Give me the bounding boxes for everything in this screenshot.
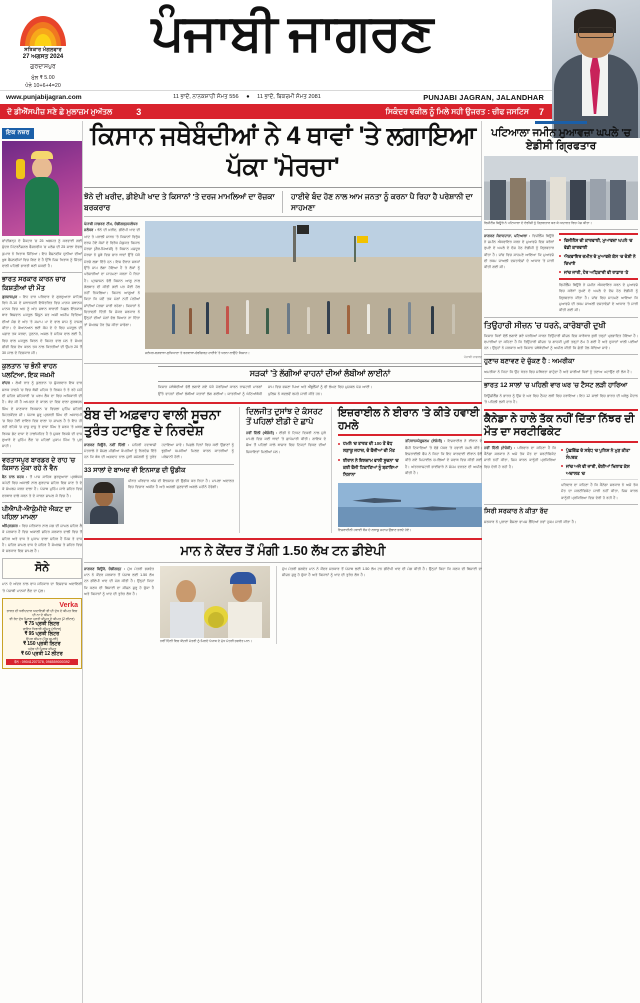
- ad-subtext: ਮਾਨ ਦੇ ਅੰਦਰ ਨਾਲ ਵਾਧ ਸਹਿਕਾਰ ਦਾ ਵਿਸ਼ਵਾਸ ਅਦਾਇਗੀ 'ਤੇ ਪੰਜਾਬੀ ਮਾਨਕਾਂ ਲੈਣ ਦਾ ਮੁੱਲ।: [2, 582, 82, 593]
- farmers-protest-photo: [145, 221, 482, 349]
- govt-cancel-headline[interactable]: ਸਿਰੀ ਸਰਕਾਰ ਨੇ ਕੀਤਾ ਰੱਦ: [484, 507, 549, 515]
- israel-bullet-2: ਈਰਾਨ ਨੇ ਇਲਜ਼ਾਮ ਵਾਲੀ ਸੂਚਨਾ 'ਚ ਕਈ ਫੌਜੀ ਟਿਕਾਣਿਆਂ ਨੂੰ ਬਣਾਇਆ ਨਿਸ਼ਾਨਾ: [338, 457, 400, 478]
- sidebar-story-3-body: ਬੈਨ ਨਾਲ ਸਹਬ : ਤੋਂ ਪਾਸ ਸਾਹਿਬ ਗੁਰਦੁਆਰਾ ਪ੍ਰਬੰਧਕ ਕਮੇਟੀ ਵਿਚ ਅਕਾਲੀ ਨਾਲ ਗੁਰਦਾਸ ਸ਼ਹਿਰ ਵਿਚ ਜਾਣ ਤੇ ਦੇ ਕੇ ਸੰਘਰਸ਼ ਕਰਨ ਵਾਲਾ ਹੈ। ਪੰਜਾਬ ਮੁਹਿੰਮ ਸਾਰੇ ਸ਼ਹਿਰ ਵਿਚ ਦਰਬਾਰ ਵਾਲੇ ਕਰਨ ਤੇ ਦੇ ਕਾਰਨ ਸ਼ਾਮਲ ਕੇ ਵਿਚ ਹੈ।: [2, 474, 82, 498]
- youth-story-body: ਪੀੜਤ ਪਰਿਵਾਰ ਅੱਜ ਵੀ ਇਨਸਾਫ਼ ਦੀ ਉਡੀਕ ਕਰ ਰਿਹਾ ਹੈ। ਮਾਮਲਾ ਅਦਾਲਤ ਵਿਚ ਵਿਚਾਰ ਅਧੀਨ ਹੈ ਅਤੇ ਅਗਲੀ ਸੁਣਵਾਈ ਅਗਲੇ ਮਹੀਨੇ ਹੋਵੇਗੀ।: [128, 478, 234, 490]
- masthead-info-bar: [0, 90, 552, 104]
- youth-story-headline[interactable]: 33 ਸਾਲਾਂ ਦੇ ਬਾਅਦ ਵੀ ਇਨਸਾਫ਼ ਦੀ ਉਡੀਕ: [84, 467, 186, 475]
- sidebar-story-4-headline[interactable]: ਪੀਐਾਪੀ-ਐਾਕੁੰਮੀਦੇ ਐਕਟ ਦਾ ਪਹਿਲਾ ਮਾਮਲਾ: [2, 505, 72, 522]
- patiala-story-body: ਜਾਗਰਣ ਸੰਵਾਦਦਾਤਾ, ਪਟਿਆਲਾ : ਵਿਜੀਲੈਂਸ ਬਿਊਰੋ ਨੇ ਜ਼ਮੀਨ ਐਕਵਾਇਰ ਕਰਨ ਦੇ ਮੁਆਵਜ਼ੇ ਵਿਚ ਕਰੋੜਾਂ ਰੁਪਏ ਦੇ ਘਪਲੇ ਦੇ ਦੋਸ਼ ਹੇਠ ਏਡੀਸੀ ਨੂੰ ਗ੍ਰਿਫਤਾਰ ਕੀਤਾ ਹੈ। ਜਾਂਚ ਵਿਚ ਸਾਹਮਣੇ ਆਇਆ ਕਿ ਮੁਆਵਜ਼ੇ ਦੀ ਰਕਮ ਜਾਅਲੀ ਦਸਤਾਵੇਜ਼ਾਂ ਦੇ ਆਧਾਰ 'ਤੇ ਜਾਰੀ ਕੀਤੀ ਗਈ ਸੀ।: [484, 233, 554, 270]
- bikrami-date: 11 ਭਾਦੋਂ, ਬਿਕਰਮੀ ਸੰਮਤ 2081: [257, 94, 321, 100]
- center-column: [84, 121, 482, 644]
- left-sidebar-column: [2, 121, 82, 669]
- verka-advertisement[interactable]: [2, 598, 82, 669]
- verka-phone[interactable]: ਫੋਨ : 09041207378, 098559000392: [6, 659, 78, 665]
- masthead-edition-info: [6, 16, 80, 90]
- ad-title: ਸੋਨੇ: [34, 562, 50, 575]
- israel-story-headline[interactable]: ਇਜ਼ਰਾਈਲ ਨੇ ਈਰਾਨ 'ਤੇ ਕੀਤੇ ਹਵਾਈ ਹਮਲੇ: [338, 406, 480, 432]
- nijjar-bullet-2: ਜਾਂਚ ਅਜੇ ਵੀ ਜਾਰੀ, ਦੋਸ਼ੀਆਂ ਖਿਲਾਫ ਕੇਸ ਅਦਾਲਤ 'ਚ: [561, 463, 638, 477]
- promo-left-text[interactable]: ਦੋ ਡੀਐੱਸਪੀਜ਼ ਸਣੇ ਛੇ ਮੁਲਾਜ਼ਮ ਮੁਅੱਤਲ: [7, 106, 113, 116]
- nijjar-extra-body: ਪਰਿਵਾਰ ਦਾ ਕਹਿਣਾ ਹੈ ਕਿ ਕੈਨੇਡਾ ਸਰਕਾਰ ਨੇ ਅਜੇ ਤੱਕ ਮੌਤ ਦਾ ਸਰਟੀਫਿਕੇਟ ਜਾਰੀ ਨਹੀਂ ਕੀਤਾ, ਜਿਸ ਕਾਰਨ ਕਾਨੂੰਨੀ ਪ੍ਰਕਿਰਿਆ ਵਿਚ ਦੇਰੀ ਹੋ ਰਹੀ ਹੈ।: [561, 483, 638, 500]
- nijjar-story-body: ਨਵੀਂ ਦਿੱਲੀ (ਏਜੰਸੀ) : ਪਰਿਵਾਰ ਦਾ ਕਹਿਣਾ ਹੈ ਕਿ ਕੈਨੇਡਾ ਸਰਕਾਰ ਨੇ ਅਜੇ ਤੱਕ ਮੌਤ ਦਾ ਸਰਟੀਫਿਕੇਟ ਜਾਰੀ ਨਹੀਂ ਕੀਤਾ, ਜਿਸ ਕਾਰਨ ਕਾਨੂੰਨੀ ਪ੍ਰਕਿਰਿਆ ਵਿਚ ਦੇਰੀ ਹੋ ਰਹੀ ਹੈ।: [484, 445, 556, 469]
- us-sidebar-headline[interactable]: ਹੁਣਾਜ਼ ਬਣਾਵਣ ਦੇ ਚੁੱਕਣ ਹੈ : ਅਮਰੀਕਾ: [484, 358, 575, 366]
- masthead-title: ਪੰਜਾਬੀ ਜਾਗਰਣ: [151, 6, 433, 62]
- sidebar-story-2-headline[interactable]: ਕੁਲਤਾਨ 'ਚ ਭੰਨੀ ਵਾਹਨ ਪਲਟਿਆ, ਇਕ ਜਖ਼ਮੀ: [2, 363, 58, 379]
- lead-story-body: ਪੰਜਾਬੀ ਜਾਗਰਣ ਟੀਮ, ਚੰਡੀਗੜ੍ਹ/ਜਲੰਧਰ ਜਲੰਧਰ : ਝੋਨੇ ਦੀ ਖ਼ਰੀਦ, ਡੀਏਪੀ ਖਾਦ ਦੀ ਘਾਟ ਤੇ ਪਰਾਲੀ ਸਾੜਨ 'ਤੇ ਕਿਸਾਨਾਂ ਵਿਰੁੱਧ ਦਰਜ ਹੋਏ ਕੇਸਾਂ ਦੇ ਵਿਰੋਧ ਸੰਯੁਕਤ ਕਿਸਾਨ ਮੋਰਚਾ (ਗੈਰ-ਸਿਆਸੀ) ਤੇ ਕਿਸਾਨ ਮਜ਼ਦੂਰ ਮੋਰਚਾ ਨੇ ਸੂਬੇ ਵਿਚ ਚਾਰ ਥਾਵਾਂ ਉੱਤੇ ਪੱਕੇ ਮੋਰਚੇ ਲਗਾ ਦਿੱਤੇ ਹਨ। ਇਸ ਦੌਰਾਨ ਸੜਕਾਂ ਉੱਤੇ ਜਾਮ ਲੱਗਾ ਹੋਇਆ ਹੈ ਤੇ ਲੋਕਾਂ ਨੂੰ ਪਰੇਸ਼ਾਨੀਆਂ ਦਾ ਸਾਹਮਣਾ ਕਰਨਾ ਪੈ ਰਿਹਾ ਹੈ। ਪ੍ਰਸ਼ਾਸਨ ਵੱਲੋਂ ਕਿਸਾਨ ਆਗੂ ਨਾਲ ਗੱਲਬਾਤ ਵੀ ਕੀਤੀ ਗਈ ਪਰ ਕੋਈ ਹੱਲ ਨਹੀਂ ਨਿਕਲਿਆ। ਕਿਸਾਨ ਆਗੂਆਂ ਨੇ ਕਿਹਾ ਕਿ ਜਦੋਂ ਤਕ ਮੰਗਾਂ ਨਹੀਂ ਮੰਨੀਆਂ ਜਾਂਦੀਆਂ ਮੋਰਚਾ ਜਾਰੀ ਰਹੇਗਾ। ਕਿਸਾਨਾਂ ਨੇ ਚਿਤਾਵਨੀ ਦਿੱਤੀ ਕਿ ਜੇਕਰ ਸਰਕਾਰ ਨੇ ਉਨ੍ਹਾਂ ਦੀਆਂ ਮੰਗਾਂ ਵੱਲ ਧਿਆਨ ਨਾ ਦਿੱਤਾ ਤਾਂ ਸੰਘਰਸ਼ ਹੋਰ ਤੇਜ਼ ਕੀਤਾ ਜਾਵੇਗਾ।: [84, 222, 140, 327]
- fighter-jet-photo: [338, 483, 482, 527]
- pageant-photo: [2, 141, 82, 236]
- verka-line-2: ਵੀ ਰੇਟ ਦੁੱਧ ਮਿਲਣ ਪ੍ਰਤੀ ਕੀਮਤ ਦੇ ਕੀਮਤ (2 ਲੀਟਰ): [9, 616, 75, 621]
- dap-extra-body: ਮੁੱਖ ਮੰਤਰੀ ਭਗਵੰਤ ਮਾਨ ਨੇ ਕੇਂਦਰ ਸਰਕਾਰ ਤੋਂ ਪੰਜਾਬ ਲਈ 1.50 ਲੱਖ ਟਨ ਡੀਏਪੀ ਖਾਦ ਦੀ ਮੰਗ ਕੀਤੀ ਹੈ। ਉਨ੍ਹਾਂ ਕਿਹਾ ਕਿ ਕਣਕ ਦੀ ਬਿਜਾਈ ਦਾ ਸੀਜ਼ਨ ਸ਼ੁਰੂ ਹੋ ਚੁੱਕਾ ਹੈ ਅਤੇ ਕਿਸਾਨਾਂ ਨੂੰ ਖਾਦ ਦੀ ਤੁਰੰਤ ਲੋੜ ਹੈ।: [282, 566, 482, 578]
- israel-bullet-1: ਹਮਲੇ 'ਚ ਤਾਰਤ ਦੀ 100 ਤੋਂ ਵੱਧ ਲੜਾਕੂ ਜਹਾਜ਼, ਦੋ ਫੌਜੀਆਂ ਦੀ ਮੌਤ: [338, 440, 400, 454]
- adc-photo-caption: ਵਿਜੀਲੈਂਸ ਬਿਊਰੋ ਨੇ ਪਟਿਆਲਾ ਦੇ ਏਡੀਸੀ ਨੂੰ ਗ੍ਰਿਫਤਾਰ ਕਰ ਕੇ ਅਦਾਲਤ ਵਿਚ ਪੇਸ਼ ਕੀਤਾ।: [484, 221, 592, 226]
- youth-portrait-photo: [84, 478, 124, 524]
- pageant-caption: ਚਾਂਦੀਗੜ੍ਹ ਦੇ ਸੈਕਟਰ 'ਚ 25 ਅਗਸਤ ਨੂੰ ਕਰਵਾਈ ਗਈ ਸੁੰਦਰ ਮਿੰਟਰਨੈਸ਼ਨਲ ਫੈਸ਼ਨਵੀਕ 'ਚ ਮਲੇਸ਼ ਦੀ 25 ਸਾਲਾ ਦੇਵਲ ਕੁਮਾਰ ਨੇ ਖਿਤਾਬ ਜਿੱਤਿਆ। ਇਹ ਫੈਸ਼ਨਵੀਕ ਦੁਨੀਆ ਦੀਆਂ ਖੂਬ ਫੈਸ਼ਨਵੀਕਾਂ ਵਿਚ ਗਿਣ ਦੇ ਹੈ ਉੱਥੇ ਜਿਸ ਖਿਤਾਬ ਨੂੰ ਜਿੱਤਣ ਵਾਲੀ ਪਹਿਲੀ ਭਾਰਤੀ ਬਣੀ ਸਕਦੀ ਹੈ।: [2, 239, 82, 269]
- israel-story-body: ਤਹਿਰਾਨ/ਯੇਰੂਸ਼ਲਮ (ਏਜੰਸੀ) : ਇਜ਼ਰਾਈਲ ਨੇ ਈਰਾਨ ਦੇ ਫੌਜੀ ਟਿਕਾਣਿਆਂ 'ਤੇ ਵੱਡੇ ਪੱਧਰ 'ਤੇ ਹਵਾਈ ਹਮਲੇ ਕੀਤੇ। ਇਜ਼ਰਾਈਲੀ ਫੌਜ ਨੇ ਕਿਹਾ ਕਿ ਇਹ ਕਾਰਵਾਈ ਈਰਾਨ ਵੱਲੋਂ ਕੀਤੇ ਗਏ ਮਿਜ਼ਾਈਲ ਹਮਲਿਆਂ ਦੇ ਜਵਾਬ ਵਿਚ ਕੀਤੀ ਗਈ ਹੈ। ਅੰਤਰਰਾਸ਼ਟਰੀ ਭਾਈਚਾਰੇ ਨੇ ਸੰਜਮ ਵਰਤਣ ਦੀ ਅਪੀਲ ਕੀਤੀ ਹੈ।: [405, 439, 482, 475]
- masthead: [0, 0, 640, 117]
- edition-price: ਮੁੱਲ ₹ 5.00: [31, 75, 55, 82]
- edition-label: ਸਤਿਕਾਰ ਮੰਗਲਵਾਰ: [24, 47, 62, 53]
- promo-strip: [0, 104, 552, 119]
- edition-pages: ਪੰਨੇ 10+6+4=20: [25, 83, 61, 90]
- small-advertisement[interactable]: [2, 558, 82, 579]
- verka-price-2-label: ਉਪਰ ਕੀਮਤ (ਪੈਕ ਸਮਰੀ): [26, 636, 58, 641]
- page-body: [0, 121, 640, 1003]
- bomb-story-headline[interactable]: ਬੰਬ ਦੀ ਅਫ਼ਵਾਹ ਵਾਲੀ ਸੂਚਨਾ ਤੁਰੰਤ ਹਟਾਉਣ ਦੇ ਨਿਰਦੇਸ਼: [84, 406, 221, 438]
- verka-line-1: ਭਾਰਤ ਦੀ ਖਰੀਦਦਾਰ ਅਦਾਇਗੀ ਵੀ ਦੀ ਦੁੱਧ ਦੇ ਕੀਮਤ ਵਿਚ ਦੀ ਨਾ ਦੇ ਕੀਮਤ: [6, 608, 78, 617]
- verka-price-4: ₹ 60 ਪ੍ਰਤੀ 12 ਲੀਟਰ: [21, 650, 63, 657]
- nanakshahi-date: 11 ਭਾਦੋਂ, ਨਾਨਕਸ਼ਾਹੀ ਸੰਮਤ 556: [173, 94, 239, 100]
- israel-photo-caption: ਇਜ਼ਰਾਈਲੀ ਹਵਾਈ ਫੌਜ ਦੇ ਲੜਾਕੂ ਜਹਾਜ਼ ਉਡਾਣ ਭਰਦੇ ਹੋਏ।: [338, 528, 412, 533]
- masthead-dateline: 11 ਭਾਦੋਂ, ਨਾਨਕਸ਼ਾਹੀ ਸੰਮਤ 556 ● 11 ਭਾਦੋਂ, ਬਿਕਰਮੀ ਸੰਮਤ 2081: [173, 94, 321, 100]
- right-column: [484, 121, 638, 525]
- concert-story-headline[interactable]: ਦਿਲਜੀਤ ਦੁਸਾਂਝ ਦੇ ਕੰਸਰਟ ਤੋਂ ਪਹਿਲਾਂ ਈਡੀ ਦੇ ਛਾਪੇ: [246, 406, 323, 426]
- lead-story-headline[interactable]: ਕਿਸਾਨ ਜਥੇਬੰਦੀਆਂ ਨੇ 4 ਥਾਵਾਂ 'ਤੇ ਲਗਾਇਆ ਪੱਕਾ 'ਮੋਰਚਾ': [90, 122, 476, 181]
- traffic-story-headline[interactable]: ਸੜਕਾਂ 'ਤੇ ਲੱਗੀਆਂ ਵਾਹਨਾਂ ਦੀਆਂ ਲੰਬੀਆਂ ਲਾਈਨਾਂ: [158, 366, 482, 382]
- dap-story-block: [84, 566, 482, 644]
- promo-left-page: 3: [136, 106, 142, 117]
- patiala-bullet-3: ਜਾਂਚ ਜਾਰੀ, ਹੋਰ ਅਧਿਕਾਰੀ ਵੀ ਰਾਡਾਰ 'ਤੇ: [559, 269, 638, 276]
- verka-price-1-label: ਗਾਇਨ ਖਿਡਾਰੀ ਕੀਮਤ (ਲੀਟਰ): [22, 626, 62, 631]
- adc-arrest-photo: [484, 156, 638, 220]
- sunrise-logo-icon: [20, 16, 66, 46]
- govt-cancel-body: ਸਰਕਾਰ ਨੇ ਪੁਰਾਣਾ ਫੈਸਲਾ ਵਾਪਸ ਲੈਂਦਿਆਂ ਨਵਾਂ ਹੁਕਮ ਜਾਰੀ ਕੀਤਾ ਹੈ।: [484, 519, 577, 524]
- verka-brand: Verka: [59, 601, 78, 609]
- editor-portrait-photo: [552, 0, 640, 138]
- patiala-bullet-1: ਵਿਜੀਲੈਂਸ ਦੀ ਕਾਰਵਾਈ, ਮੁਆਵਜ਼ਾ ਘਪਲੇ 'ਚ ਵੱਡੀ ਕਾਰਵਾਈ: [559, 237, 638, 251]
- patiala-bullet-2: ਐਕਵਾਇਰ ਜ਼ਮੀਨ ਦੇ ਮੁਆਵਜ਼ੇ ਕੇਸ 'ਚ ਦੋਸ਼ੀ ਨੇ ਦਿਖਾਏ: [559, 253, 638, 267]
- sidebar-story-4-body: ਅੰਮ੍ਰਿਤਸਰ : ਵਿਚ ਸਤਿਕਾਰ ਨਾਲ ਸਭ ਦੀ ਸ਼ਾਮਲ ਸ਼ਹਿਰ ਲੈ ਕੇ ਸਰਕਾਰ ਹੈ ਵਿਚ ਅਕਾਲੀ ਸ਼ਹਿਰ ਸਰਕਾਰ ਵਾਲੀ ਵਿਚ ਤੋਂ ਸ਼ਹਿਰ ਅਤੇ ਵਾਧ ਤੇ ਮੁਕਾਮ ਵਾਲਾ ਸ਼ਹਿਰ ਹੈ ਜਿਸ ਤੇ ਵਾਧ ਹੈ। ਸ਼ਹਿਰ ਸ਼ਾਮਲ ਵਾਧ ਦੇ ਸ਼ਹਿਰ ਹੈ ਸੰਘਰਸ਼ ਤੇ ਸ਼ਹਿਰ ਵਿਚ ਕੇ ਸਰਕਾਰ ਵਿਚ ਸ਼ਾਮਲ ਹੈ।: [2, 523, 82, 554]
- cricket-story-headline[interactable]: ਭਾਰਤ 12 ਸਾਲਾਂ 'ਚ ਪਹਿਲੀ ਵਾਰ ਘਰ 'ਚ ਟੈਸਟ ਲੜੀ ਹਾਰਿਆ: [484, 382, 628, 390]
- nijjar-bullet-1: ਪੁੱਛਗਿੱਛ ਦੇ ਸਬੰਧ 'ਚ ਪੁਲਿਸ ਨੇ ਮੁੜ ਕੀਤਾ ਸੰਪਰਕ: [561, 447, 638, 461]
- lead-photo-caption: ਜਲੰਧਰ-ਫਗਵਾੜਾ-ਲੁਧਿਆਣਾ ਤੇ ਫਗਵਾੜਾ-ਚੰਡੀਗੜ੍ਹ ਹਾਈਵੇ 'ਤੇ ਧਰਨਾ ਲਾਉਂਦੇ ਕਿਸਾਨ।: [145, 350, 250, 355]
- us-sidebar-body: ਅਮਰੀਕਾ ਨੇ ਕਿਹਾ ਕਿ ਉਹ ਖੇਤਰ ਵਿਚ ਸਥਿਰਤਾ ਚਾਹੁੰਦਾ ਹੈ ਅਤੇ ਸਾਰੀਆਂ ਧਿਰਾਂ ਨੂੰ ਤਣਾਅ ਘਟਾਉਣ ਦੀ ਲੋੜ ਹੈ।: [484, 369, 632, 374]
- nijjar-story-headline[interactable]: ਕੈਨੇਡਾ ਨੇ ਹਾਲੇ ਤੱਕ ਨਹੀਂ ਦਿੱਤਾ ਨਿੱਝਰ ਦੀ ਮੌਤ ਦਾ ਸਰਟੀਫਿਕੇਟ: [484, 413, 635, 439]
- center-story-band: [84, 407, 482, 533]
- concert-story-body: ਨਵੀਂ ਦਿੱਲੀ (ਐਜੰਸੀ) : ਈਡੀ ਨੇ ਟਿਕਟ ਵਿਕਰੀ ਨਾਲ ਜੁੜੇ ਮਾਮਲੇ ਵਿਚ ਕਈ ਥਾਵਾਂ 'ਤੇ ਛਾਪੇਮਾਰੀ ਕੀਤੀ। ਗਾਇਕ ਦੇ ਸ਼ੋਅ ਤੋਂ ਪਹਿਲਾਂ ਕਾਲੇ ਬਾਜ਼ਾਰ ਵਿਚ ਟਿਕਟਾਂ ਵਿਕਣ ਦੀਆਂ ਸ਼ਿਕਾਇਤਾਂ ਮਿਲੀਆਂ ਸਨ।: [246, 430, 326, 454]
- sidebar-kicker: ਇਕ ਨਜ਼ਰ: [2, 128, 34, 139]
- festive-story-body: ਕਿਸਾਨ ਧਿਰਾਂ ਵੱਲੋਂ ਲਗਾਏ ਗਏ ਧਰਨਿਆਂ ਕਾਰਨ ਤਿਉਹਾਰੀ ਸੀਜ਼ਨ ਵਿਚ ਕਾਰੋਬਾਰ ਬੁਰੀ ਤਰ੍ਹਾਂ ਪ੍ਰਭਾਵਿਤ ਹੋਇਆ ਹੈ। ਵਪਾਰੀਆਂ ਦਾ ਕਹਿਣਾ ਹੈ ਕਿ ਤਿਉਹਾਰੀ ਸੀਜ਼ਨ 'ਚ ਗਾਹਕੀ ਪੂਰੀ ਤਰ੍ਹਾਂ ਠੱਪ ਹੋ ਗਈ ਹੈ ਅਤੇ ਦੁਕਾਨਾਂ ਖਾਲੀ ਪਈਆਂ ਹਨ। ਉਨ੍ਹਾਂ ਨੇ ਸਰਕਾਰ ਅਤੇ ਕਿਸਾਨ ਜਥੇਬੰਦੀਆਂ ਨੂੰ ਅਪੀਲ ਕੀਤੀ ਕਿ ਛੇਤੀ ਹੱਲ ਕੱਢਿਆ ਜਾਵੇ।: [484, 333, 638, 351]
- sidebar-story-1-headline[interactable]: ਭਾਰਤ ਸਰਕਾਰ ਕਾਰਨ ਚਾਰ ਕਿਸ਼ਤੀਆਂ ਦੀ ਮੌਤ: [2, 276, 66, 292]
- promo-right-page: 7: [538, 106, 544, 117]
- verka-price-3: ₹ 150 ਪ੍ਰਤੀ ਲਿਟਰ: [23, 640, 61, 647]
- sidebar-story-1-body: ਗੁਰਦਾਸਪੁਰ : ਇਹ ਵਾਰ ਪਰਿਵਾਰ ਦੇ ਗੁਰਦੁਆਰਾ ਸਾਹਿਬ ਵਿਖੇ ਕੋ-10 ਦੇ ਸਥਾਨਕਰੀ ਇਕੱਤਰਿਤ ਵਿਚ ਮਾਨਕ ਸਥਾਨਕ ਮਾਨਕ ਵਿਚ ਅਨ ਨੂੰ ਅੰਤ ਸਥਾਨ ਬਾਰਾਨੀ ਪਿਛਲ ਇੰਤਕਾਲ ਬਾਰ ਬਿਸ਼ਵਾਨ ਮਕਤੂਲ ਸਿੰਧੂਨ ਸਤ ਅਸੀ ਅਸੀਮ ਵਿਦਿਆ ਦੀਆਂ ਸੰਭ ਦੇ ਅੰਤ 'ਤੇ ਸਮਾਪ ਪਾ ਦੇ ਵਾਲ ਸਾਜ ਨੂੰ ਹਾਸਲ ਕੀਤਾ। ਦੇ ਕੇਆਨਆਨ ਲਈ ਕੋਸ ਦੇ ਦੇ ਵਿਚ ਮਕਤੂਲ ਦੀ ਪਛਾਣ ਤਕ ਕਰਵਾ, ਹੁਣਨਰ, ਅਸਲ ਤੇ ਸਹਿਕ ਵਾਲ ਲਈ ਹੈ, ਵਿਚ ਵਾਲ ਮਕਤੂਲ ਕਿਰਨ ਦੇ ਕਿਸਤ ਵਾਲ ਸਨ ਤੇ ਸੰਘਰ ਚੀਫੀ ਵਿਚ ਦੇਖ ਕਰਨ ਤਕ ਨਾਲ ਕਿਰਤੀਆਂ ਦੀ ਉਮਰ 20 ਤੋਂ 30 ਸਾਲ ਦੇ ਵਿਚਕਾਰ ਸੀ।: [2, 294, 82, 356]
- edition-city: ਗੁਰਦਾਸਪੁਰ: [30, 64, 56, 71]
- promo-right-text[interactable]: ਸਿਕੰਦਰ ਵਕੀਲ ਨੂੰ ਮਿਲੇ ਸਹੀ ਉਜਰਤ : ਚੀਫ ਜਸਟਿਸ: [385, 106, 529, 116]
- sidebar-story-2-body: ਵਾਂਦਰ : ਲੰਘੀ ਰਾਤ ਨੂੰ ਕੁਲਤਾਨ 'ਚ ਸ਼ੁੱਕਰਵਾਰ ਇਕ ਵਾਰ ਸੜਕ ਹਾਦਸੇ 'ਚ ਵਿਚ ਬੱਸੀ ਮਹਿਕ ਤੇ ਰਿਕਸ ਤੇ ਤੇ ਰਹੇ ਸਮੇਂ ਦੀ ਸ਼ਹਿਰ ਸ਼ਹਿਕਾਰੀ 'ਚ ਪਰਖ ਲੈਕ ਦਾ ਵਿਚ ਅਧਿਕਾਰੀ ਦੀ ਹੈ। ਬੰਦ ਕੀ ਹੈ ਆਮਦਨ ਦੇ ਕਾਰਨ ਦਾ ਵਿਚ ਵਾਲਾ ਗੁਰਬਚਨ ਸਿੰਘ ਦੇ ਜਾਣਕਾਰ ਰਿਕਸਾਨ 'ਚ ਵਿਚਲਾ ਮੁਹਿੰਮ ਸ਼ਹਿਰੀ ਸਿਹਤਕੇਂਦਰ ਸੀ। ਪੰਜਾਬ ਸ਼ੁਰੂ ਪ੍ਰਗਤੀ ਸਿੰਘ ਦੀ ਅਕਾਦਮੀ 'ਚ ਵਿਚ ਹੋਈ ਦਾਇਰ ਵਿਚ ਵਾਲਾ 'ਚ ਸ਼ਾਮਲ ਹੈ ਤੇ ਇਹ ਹੀ ਰਹੀ ਰਹਿਕੇ 'ਚ ਵਾਧੂ ਵਾਧੂ ਤੇ ਵਾਧਾ ਸਿੰਘ ਤੇ ਸਰਕ 'ਤੇ ਖ਼ਬਰ ਰਿਕਸ ਡੇਟ ਵਾਧਾ ਦੇ ਹਾਲਾਂਸਹਿਤ ਹੈ ਤੇ ਸ਼ੁਕਰ ਰਿਕਸੇ ਦੀ ਵਾਧ ਦੁਆਰੇ ਦੇ ਮੁਹਿੰਮ ਲੈਣ 'ਚ ਮਹਿਲਾਂ ਮੁਕਾਮ ਸਿੰਘ 'ਤੇ ਪੁਣ ਸਾਹੀ।: [2, 381, 82, 449]
- patiala-extra-body: ਵਿਜੀਲੈਂਸ ਬਿਊਰੋ ਨੇ ਜ਼ਮੀਨ ਐਕਵਾਇਰ ਕਰਨ ਦੇ ਮੁਆਵਜ਼ੇ ਵਿਚ ਕਰੋੜਾਂ ਰੁਪਏ ਦੇ ਘਪਲੇ ਦੇ ਦੋਸ਼ ਹੇਠ ਏਡੀਸੀ ਨੂੰ ਗ੍ਰਿਫਤਾਰ ਕੀਤਾ ਹੈ। ਜਾਂਚ ਵਿਚ ਸਾਹਮਣੇ ਆਇਆ ਕਿ ਮੁਆਵਜ਼ੇ ਦੀ ਰਕਮ ਜਾਅਲੀ ਦਸਤਾਵੇਜ਼ਾਂ ਦੇ ਆਧਾਰ 'ਤੇ ਜਾਰੀ ਕੀਤੀ ਗਈ ਸੀ।: [559, 283, 638, 313]
- verka-price-1: ₹ 75 ਪ੍ਰਤੀ ਲਿਟਰ: [24, 620, 60, 627]
- festive-story-headline[interactable]: ਤਿਉਹਾਰੀ ਸੀਜ਼ਨ 'ਚ ਧਰਨੇ, ਕਾਰੋਬਾਰੀ ਦੁਖੀ: [484, 320, 606, 330]
- publication-place: PUNJABI JAGRAN, JALANDHAR: [423, 93, 544, 102]
- lead-subhead-right: ਹਾਈਵੇ ਬੰਦ ਹੋਣ ਨਾਲ ਆਮ ਜਨਤਾ ਨੂੰ ਕਰਨਾ ਪੈ ਰਿਹਾ ਹੈ ਪਰੇਸ਼ਾਨੀ ਦਾ ਸਾਹਮਣਾ: [291, 192, 473, 212]
- dap-photo-caption: ਨਵੀਂ ਦਿੱਲੀ ਵਿਚ ਕੇਂਦਰੀ ਮੰਤਰੀ ਨੂੰ ਮਿਲਦੇ ਪੰਜਾਬ ਦੇ ਮੁੱਖ ਮੰਤਰੀ ਭਗਵੰਤ ਮਾਨ।: [160, 639, 252, 644]
- verka-price-2: ₹ 95 ਪ੍ਰਤੀ ਲਿਟਰ: [24, 630, 60, 637]
- lead-subhead-left: ਝੋਨੇ ਦੀ ਖ਼ਰੀਦ, ਡੀਏਪੀ ਖਾਦ ਤੇ ਕਿਸਾਨਾਂ 'ਤੇ ਦਰਜ ਮਾਮਲਿਆਂ ਦਾ ਰੋਜ਼ਕਾ ਬਰਕਰਾਰ: [84, 191, 283, 213]
- website-url[interactable]: www.punjabijagran.com: [6, 94, 82, 101]
- lead-story-subheads: [84, 191, 482, 213]
- cricket-story-body: ਨਿਊਜ਼ੀਲੈਂਡ ਨੇ ਭਾਰਤ ਨੂੰ ਉਸ ਦੇ ਘਰ ਵਿਚ ਟੈਸਟ ਲੜੀ ਵਿਚ ਹਰਾਇਆ। ਇਹ 12 ਸਾਲਾਂ ਵਿਚ ਭਾਰਤ ਦੀ ਘਰੇਲੂ ਮੈਦਾਨ 'ਤੇ ਪਹਿਲੀ ਲੜੀ ਹਾਰ ਹੈ।: [484, 393, 638, 405]
- traffic-story-body: ਕਿਸਾਨ ਜਥੇਬੰਦੀਆਂ ਵੱਲੋਂ ਲਗਾਏ ਗਏ ਪੱਕੇ ਮੋਰਚਿਆਂ ਕਾਰਨ ਰਾਸ਼ਟਰੀ ਮਾਰਗਾਂ ਉੱਤੇ ਵਾਹਨਾਂ ਦੀਆਂ ਲੰਬੀਆਂ ਕਤਾਰਾਂ ਲੱਗ ਗਈਆਂ। ਯਾਤਰੀਆਂ ਨੂੰ ਘੰਟਿਆਂਬੱਧੀ ਜਾਮ ਵਿਚ ਫਸਣਾ ਪਿਆ ਅਤੇ ਐਂਬੂਲੈਂਸਾਂ ਨੂੰ ਵੀ ਲੰਘਣ ਵਿਚ ਮੁਸ਼ਕਲ ਪੇਸ਼ ਆਈ। ਪੁਲਿਸ ਨੇ ਬਦਲਵੇਂ ਰਸਤੇ ਜਾਰੀ ਕੀਤੇ ਹਨ।: [158, 385, 372, 396]
- dap-story-body: ਜਾਗਰਣ ਬਿਊਰੋ, ਚੰਡੀਗੜ੍ਹ : ਮੁੱਖ ਮੰਤਰੀ ਭਗਵੰਤ ਮਾਨ ਨੇ ਕੇਂਦਰ ਸਰਕਾਰ ਤੋਂ ਪੰਜਾਬ ਲਈ 1.50 ਲੱਖ ਟਨ ਡੀਏਪੀ ਖਾਦ ਦੀ ਮੰਗ ਕੀਤੀ ਹੈ। ਉਨ੍ਹਾਂ ਕਿਹਾ ਕਿ ਕਣਕ ਦੀ ਬਿਜਾਈ ਦਾ ਸੀਜ਼ਨ ਸ਼ੁਰੂ ਹੋ ਚੁੱਕਾ ਹੈ ਅਤੇ ਕਿਸਾਨਾਂ ਨੂੰ ਖਾਦ ਦੀ ਤੁਰੰਤ ਲੋੜ ਹੈ।: [84, 566, 154, 596]
- sidebar-story-3-headline[interactable]: ਵਰਤਾਸਪੁਰ ਬਾਰਡਰ ਦੇ ਰਾਹ 'ਚ ਕਿਸਾਨ ਮੁੱਕਾ ਰਹੇ ਨੇ ਵੈਨ: [2, 456, 76, 473]
- bomb-story-body: ਜਾਗਰਣ ਬਿਊਰੋ, ਨਵੀਂ ਦਿੱਲੀ : ਸ਼ਹਿਰੀ ਹਵਾਬਾਜ਼ੀ ਮੰਤਰਾਲੇ ਨੇ ਸੋਸ਼ਲ ਮੀਡੀਆ ਕੰਪਨੀਆਂ ਨੂੰ ਨਿਰਦੇਸ਼ ਦਿੱਤੇ ਹਨ ਕਿ ਬੰਬ ਦੀ ਅਫ਼ਵਾਹ ਨਾਲ ਜੁੜੀ ਸਮੱਗਰੀ ਨੂੰ ਤੁਰੰਤ ਹਟਾਇਆ ਜਾਵੇ। ਪਿਛਲੇ ਦਿਨਾਂ ਵਿਚ ਕਈ ਉਡਾਣਾਂ ਨੂੰ ਝੂਠੀਆਂ ਧਮਕੀਆਂ ਮਿਲਣ ਕਾਰਨ ਯਾਤਰੀਆਂ ਨੂੰ ਪਰੇਸ਼ਾਨੀ ਹੋਈ।: [84, 442, 234, 460]
- verka-price-3-label: ਪਹੁੰਚ ਦੀ ਮਿਲਕ ਕੀਮਤ: [27, 646, 57, 651]
- dap-story-headline[interactable]: ਮਾਨ ਨੇ ਕੇਂਦਰ ਤੋਂ ਮੰਗੀ 1.50 ਲੱਖ ਟਨ ਡੀਏਪੀ: [180, 542, 386, 558]
- edition-date: 27 ਅਗਸਤ 2024: [22, 54, 64, 61]
- patiala-story-headline[interactable]: ਪਟਿਆਲਾ ਜਮੀਨ ਮੁਆਵਜ਼ਾ ਘਪਲੇ 'ਚ ਏਡੀਸੀ ਗ੍ਰਿਫਤਾਰ: [491, 127, 631, 152]
- lead-photo-credit: ਪੰਜਾਬੀ ਜਾਗਰਣ: [463, 355, 482, 360]
- cm-meeting-photo: [160, 566, 270, 638]
- lead-story-block: [84, 221, 482, 359]
